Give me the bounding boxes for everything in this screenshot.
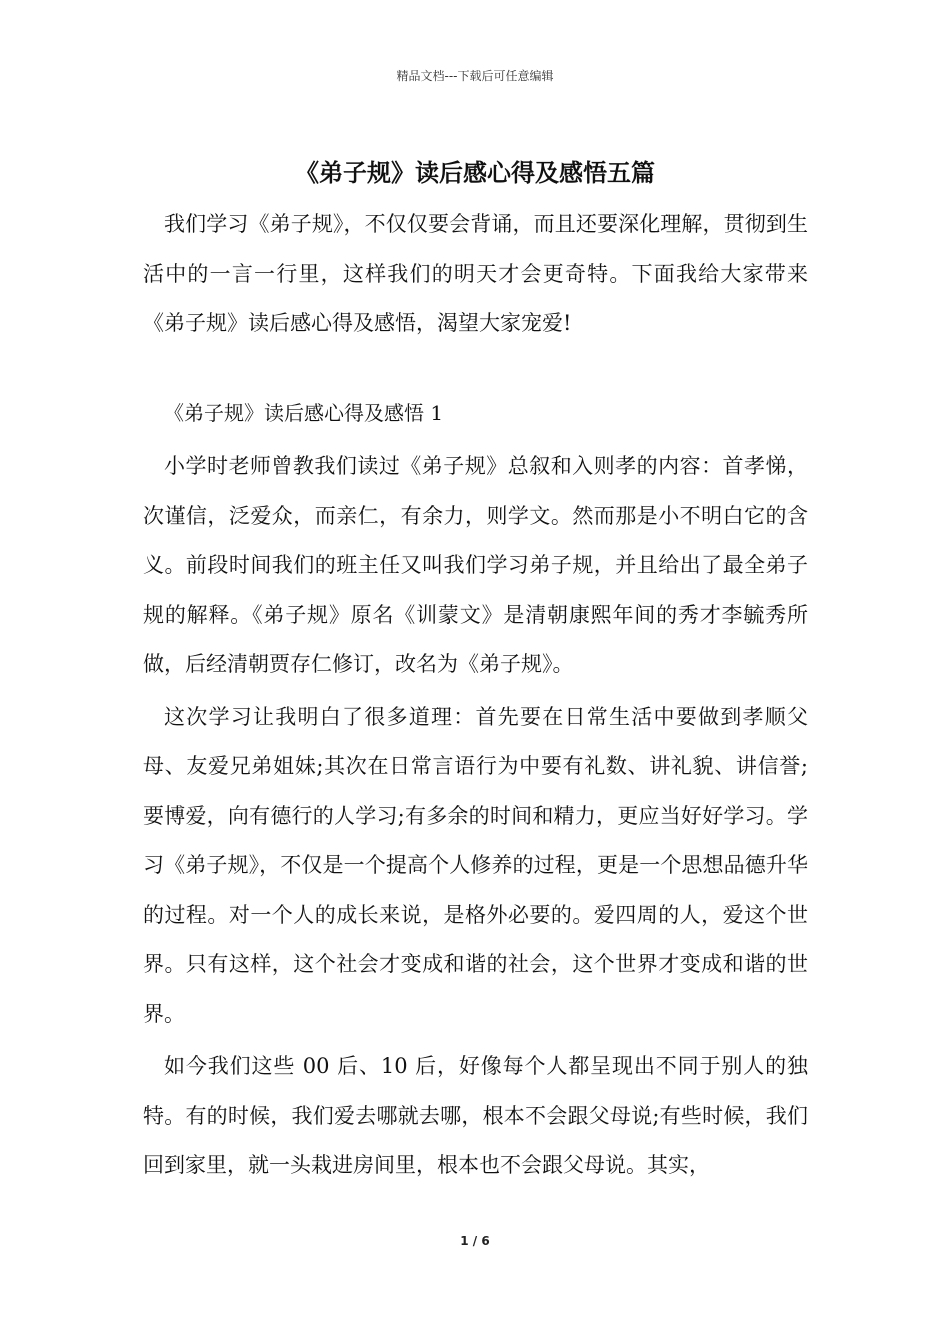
page-number: 1 / 6 [460,1234,490,1248]
document-body [143,200,808,1191]
header-note: 精品文档---下载后可任意编辑 [396,69,554,83]
intro-paragraph: 我们学习《弟子规》，不仅仅要会背诵，而且还要深化理解，贯彻到生活中的一言一行里，这样我们的明天才会更奇特。下面我给大家带来《弟子规》读后感心得及感悟，渴望大家宠爱! [143,212,808,335]
body-paragraph-3: 如今我们这些 00 后、10 后，好像每个人都呈现出不同于别人的独特。有的时候，我们爱去哪就去哪，根本不会跟父母说;有些时候，我们回到家里，就一头栽进房间里，根本也不会跟父母说。其实， [143,1054,808,1177]
document-title: 《弟子规》读后感心得及感悟五篇 [295,159,655,187]
body-paragraph-1: 小学时老师曾教我们读过《弟子规》总叙和入则孝的内容：首孝悌，次谨信，泛爱众，而亲仁，有余力，则学文。然而那是小不明白它的含义。前段时间我们的班主任又叫我们学习弟子规，并且给出了最全弟子规的解释。《弟子规》原名《训蒙文》是清朝康熙年间的秀才李毓秀所做，后经清朝贾存仁修订，改名为《弟子规》。 [143,454,808,676]
section-heading: 《弟子规》读后感心得及感悟 1 [164,400,444,425]
body-paragraph-2: 这次学习让我明白了很多道理：首先要在日常生活中要做到孝顺父母、友爱兄弟姐妹;其次在日常言语行为中要有礼数、讲礼貌、讲信誉;要博爱，向有德行的人学习;有多余的时间和精力，更应当好好学习。学习《弟子规》，不仅是一个提高个人修养的过程，更是一个思想品德升华的过程。对一个人的成长来说，是格外必要的。爱四周的人，爱这个世界。只有这样，这个社会才变成和谐的社会，这个世界才变成和谐的世界。 [143,704,808,1026]
